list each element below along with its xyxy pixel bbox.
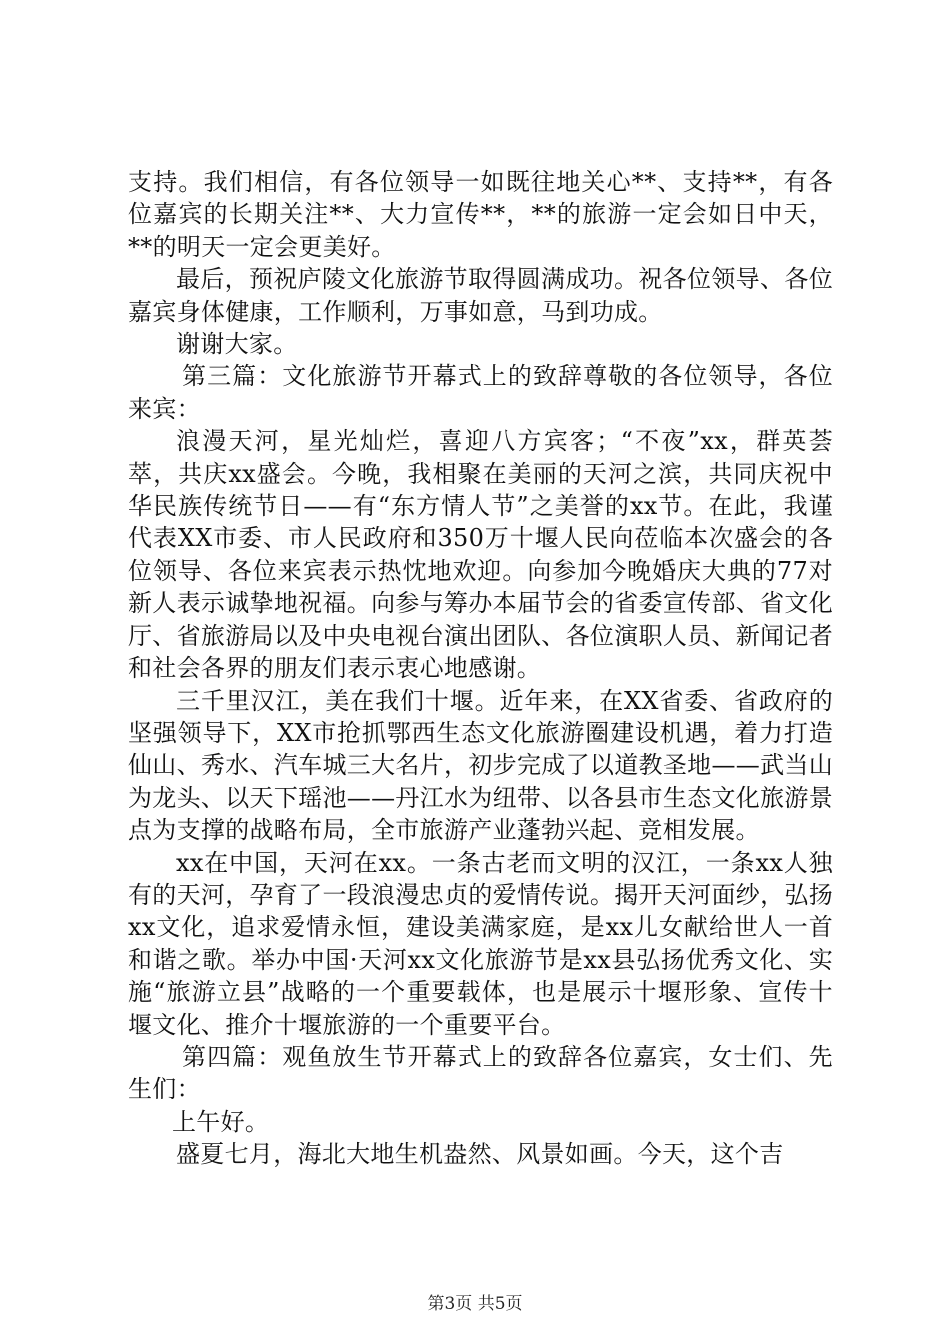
paragraph-greeting: 上午好。 [172,1107,270,1136]
section-heading-part-three: 第三篇：文化旅游节开幕式上的致辞尊敬的各位领导，各位来宾： [128,362,833,423]
paragraph-tianhe-culture: xx在中国，天河在xx。一条古老而文明的汉江，一条xx人独有的天河，孕育了一段浪漫忠贞的爱情传说。揭开天河面纱，弘扬xx文化，追求爱情永恒，建设美满家庭，是xx儿女献给世人一首和谐之歌。举办中国·天河xx文化旅游节是xx县弘扬优秀文化、实施“旅游立县”战略的一个重要载体，也是展示十堰形象、宣传十堰文化、推介十堰旅游的一个重要平台。 [128,848,833,1039]
paragraph-thanks: 谢谢大家。 [176,330,298,359]
paragraph-hanjiang-development: 三千里汉江，美在我们十堰。近年来，在XX省委、省政府的坚强领导下，XX市抢抓鄂西生态文化旅游圈建设机遇，着力打造仙山、秀水、汽车城三大名片，初步完成了以道教圣地——武当山为龙头、以天下瑶池——丹江水为纽带、以各县市生态文化旅游景点为支撑的战略布局，全市旅游产业蓬勃兴起、竞相发展。 [128,686,833,845]
paragraph-final-wishes: 最后，预祝庐陵文化旅游节取得圆满成功。祝各位领导、各位嘉宾身体健康，工作顺利，万事如意，马到功成。 [128,265,833,326]
paragraph-support-closing: 支持。我们相信，有各位领导一如既往地关心**、支持**，有各位嘉宾的长期关注**、大力宣传**，**的旅游一定会如日中天，**的明天一定会更美好。 [128,168,833,261]
document-body [128,166,833,1171]
section-heading-part-four: 第四篇：观鱼放生节开幕式上的致辞各位嘉宾，女士们、先生们： [128,1042,833,1104]
page-number-footer: 第3页 共5页 [427,1294,523,1314]
paragraph-tianhe-welcome: 浪漫天河，星光灿烂，喜迎八方宾客；“不夜”xx，群英荟萃，共庆xx盛会。今晚，我相聚在美丽的天河之滨，共同庆祝中华民族传统节日——有“东方情人节”之美誉的xx节。在此，我谨代表XX市委、市人民政府和350万十堰人民向莅临本次盛会的各位领导、各位来宾表示热忱地欢迎。向参加今晚婚庆大典的77对新人表示诚挚地祝福。向参与筹办本届节会的省委宣传部、省文化厅、省旅游局以及中央电视台演出团队、各位演职人员、新闻记者和社会各界的朋友们表示衷心地感谢。 [128,427,833,683]
paragraph-summer-opening: 盛夏七月，海北大地生机盎然、风景如画。今天，这个吉 [176,1140,784,1169]
